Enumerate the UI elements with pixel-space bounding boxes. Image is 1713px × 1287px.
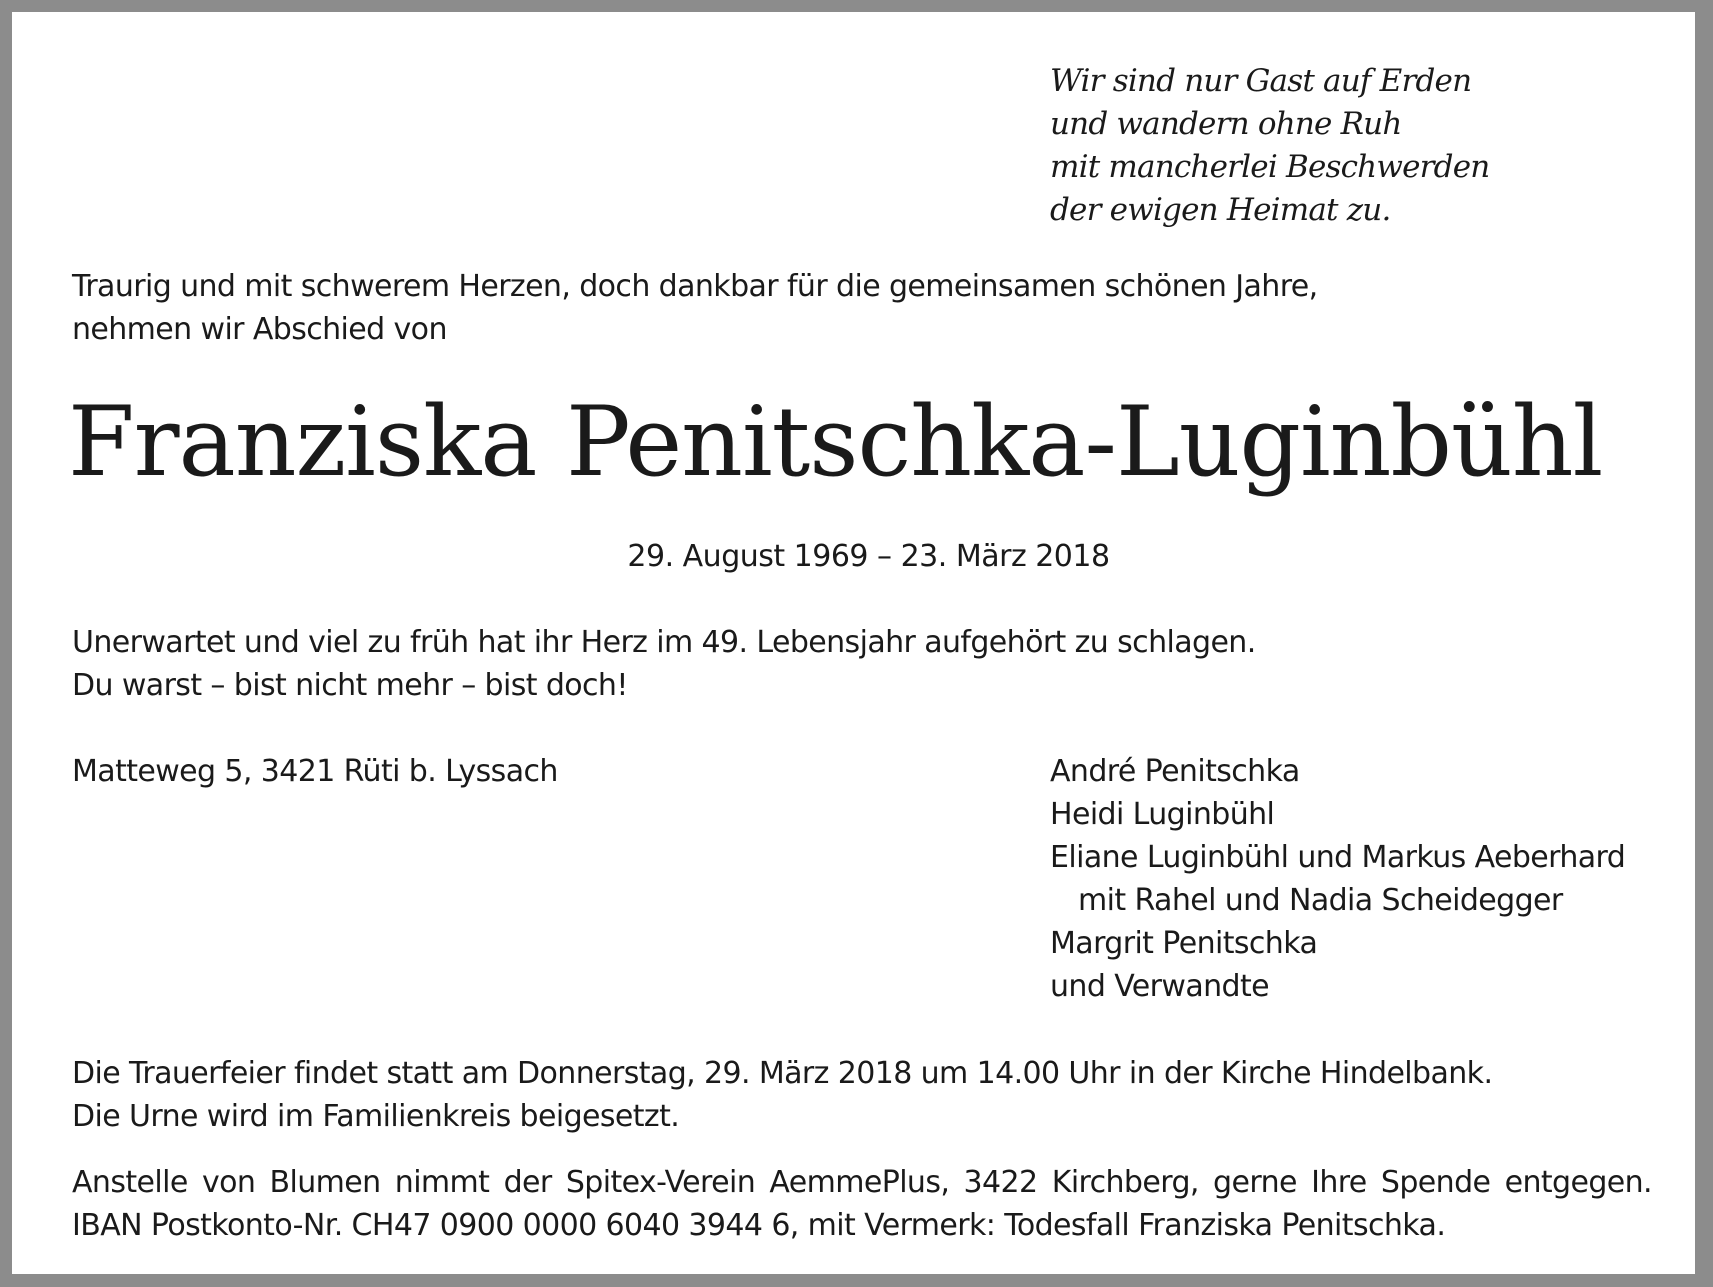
mourner-entry: Heidi Luginbühl	[1050, 797, 1275, 832]
intro-line: Traurig und mit schwerem Herzen, doch dankbar für die gemeinsamen schönen Jahre,	[72, 269, 1318, 304]
verse-line: Wir sind nur Gast auf Erden	[1050, 63, 1472, 99]
life-dates: 29. August 1969 – 23. März 2018	[627, 539, 1110, 574]
donation-line: IBAN Postkonto-Nr. CH47 0900 0000 6040 3944 6, mit Vermerk: Todesfall Franziska Penitschka.	[72, 1208, 1446, 1243]
verse-line: und wandern ohne Ruh	[1050, 106, 1402, 142]
obituary-notice	[12, 12, 1695, 1274]
deceased-name: Franziska Penitschka-Luginbühl	[68, 386, 1603, 498]
verse-line: mit mancherlei Beschwerden	[1050, 149, 1490, 185]
service-line: Die Urne wird im Familienkreis beigesetzt.	[72, 1099, 680, 1134]
statement-text	[72, 621, 1256, 707]
service-line: Die Trauerfeier findet statt am Donnerstag, 29. März 2018 um 14.00 Uhr in der Kirche Hindelbank.	[72, 1056, 1493, 1091]
intro-text	[72, 265, 1318, 351]
funeral-service-info	[72, 1052, 1492, 1138]
donation-info	[72, 1161, 1652, 1247]
donation-line: Anstelle von Blumen nimmt der Spitex-Verein AemmePlus, 3422 Kirchberg, gerne Ihre Spende entgegen.	[72, 1165, 1652, 1200]
mourner-entry: Eliane Luginbühl und Markus Aeberhard	[1050, 840, 1626, 875]
mourners-list	[1050, 750, 1625, 1008]
mourner-entry: Margrit Penitschka	[1050, 926, 1318, 961]
mourner-entry: mit Rahel und Nadia Scheidegger	[1078, 883, 1563, 918]
family-address: Matteweg 5, 3421 Rüti b. Lyssach	[72, 754, 558, 789]
statement-line: Unerwartet und viel zu früh hat ihr Herz im 49. Lebensjahr aufgehört zu schlagen.	[72, 625, 1256, 660]
verse-line: der ewigen Heimat zu.	[1050, 192, 1391, 228]
memorial-verse	[1050, 60, 1489, 232]
statement-line: Du warst – bist nicht mehr – bist doch!	[72, 668, 628, 703]
mourner-entry: und Verwandte	[1050, 969, 1269, 1004]
mourner-entry: André Penitschka	[1050, 754, 1300, 789]
intro-line: nehmen wir Abschied von	[72, 312, 447, 347]
